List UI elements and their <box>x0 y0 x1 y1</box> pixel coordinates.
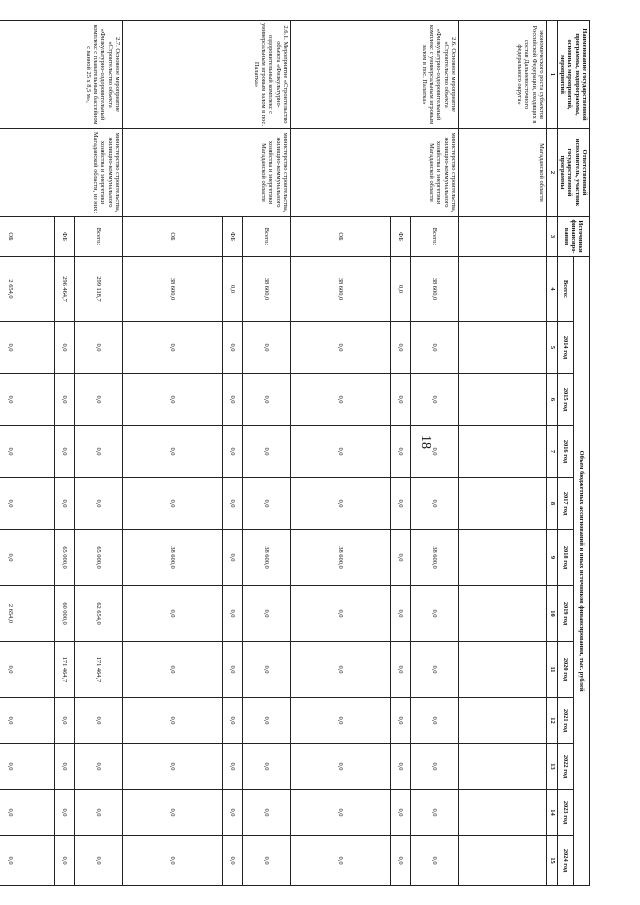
year-value-cell: 0,0 <box>391 586 411 642</box>
rotated-page <box>7 20 590 885</box>
total-value-cell: 38 600,0 <box>243 257 291 322</box>
financing-table <box>0 20 590 886</box>
table-body <box>0 21 547 886</box>
year-value-cell: 0,0 <box>243 790 291 836</box>
year-value-cell: 0,0 <box>391 836 411 886</box>
year-value-cell: 0,0 <box>0 698 55 744</box>
total-value-cell: 38 600,0 <box>123 257 223 322</box>
year-value-cell: 0,0 <box>55 698 75 744</box>
source-cell <box>459 217 547 257</box>
year-value-cell: 0,0 <box>0 374 55 426</box>
year-value-cell: 38 600,0 <box>291 530 391 586</box>
year-value-cell: 0,0 <box>55 478 75 530</box>
year-value-cell: 0,0 <box>223 744 243 790</box>
year-value-cell <box>459 586 547 642</box>
year-value-cell: 0,0 <box>391 530 411 586</box>
executor-cell: министерство строительства, жилищно-коммунального хозяйства и энергетики Магаданской области <box>291 129 459 217</box>
total-value-cell: 38 600,0 <box>411 257 459 322</box>
year-value-cell: 0,0 <box>291 374 391 426</box>
year-value-cell: 0,0 <box>223 790 243 836</box>
total-value-cell: 0,0 <box>223 257 243 322</box>
year-value-cell: 0,0 <box>291 586 391 642</box>
source-cell: ФБ <box>391 217 411 257</box>
year-value-cell: 0,0 <box>123 478 223 530</box>
program-name-cell: 2.6.1. Мероприятие «Строительство объекта «Физкультурно-оздоровительный комплекс с универсальным игровым залом в пос. Палатка» <box>123 21 291 129</box>
column-numbers-row <box>547 21 557 886</box>
year-value-cell: 0,0 <box>75 790 123 836</box>
year-value-cell: 2 654,0 <box>0 586 55 642</box>
year-value-cell: 0,0 <box>243 642 291 698</box>
year-value-cell: 0,0 <box>0 426 55 478</box>
year-value-cell: 0,0 <box>291 642 391 698</box>
year-value-cell: 0,0 <box>55 836 75 886</box>
year-value-cell: 0,0 <box>223 374 243 426</box>
year-value-cell: 0,0 <box>223 426 243 478</box>
header-year: 2016 год <box>557 426 573 478</box>
executor-cell: министерство строительства, жилищно-коммунального хозяйства и энергетики Магаданской области <box>123 129 291 217</box>
header-year: 2014 год <box>557 322 573 374</box>
source-cell: ФБ <box>223 217 243 257</box>
year-value-cell: 0,0 <box>0 836 55 886</box>
table-row <box>75 21 123 886</box>
year-value-cell: 0,0 <box>411 698 459 744</box>
total-value-cell: 299 118,7 <box>75 257 123 322</box>
year-value-cell: 0,0 <box>123 642 223 698</box>
year-value-cell: 0,0 <box>243 836 291 886</box>
year-value-cell: 0,0 <box>243 744 291 790</box>
year-value-cell: 0,0 <box>391 426 411 478</box>
year-value-cell: 0,0 <box>123 374 223 426</box>
year-value-cell: 0,0 <box>291 836 391 886</box>
year-value-cell: 0,0 <box>391 698 411 744</box>
year-value-cell: 0,0 <box>223 836 243 886</box>
source-cell: ОБ <box>291 217 391 257</box>
year-value-cell: 0,0 <box>411 836 459 886</box>
header-year: 2021 год <box>557 698 573 744</box>
source-cell: Всего: <box>243 217 291 257</box>
year-value-cell: 0,0 <box>223 530 243 586</box>
year-value-cell: 0,0 <box>411 586 459 642</box>
year-value-cell: 0,0 <box>291 426 391 478</box>
year-value-cell: 0,0 <box>123 322 223 374</box>
column-number: 4 <box>547 257 557 322</box>
source-cell: ФБ <box>55 217 75 257</box>
year-value-cell <box>459 642 547 698</box>
year-value-cell: 0,0 <box>123 836 223 886</box>
table-row <box>459 21 547 886</box>
year-value-cell: 0,0 <box>291 744 391 790</box>
executor-cell: Магаданской области <box>459 129 547 217</box>
column-number: 2 <box>547 129 557 217</box>
year-value-cell: 0,0 <box>411 790 459 836</box>
year-value-cell: 0,0 <box>75 744 123 790</box>
year-value-cell: 0,0 <box>411 642 459 698</box>
header-year: 2022 год <box>557 744 573 790</box>
year-value-cell: 0,0 <box>411 374 459 426</box>
year-value-cell: 0,0 <box>391 790 411 836</box>
executor-cell: министерство строительства, жилищно-коммунального хозяйства и энергетики Магаданской области, из них: <box>0 129 123 217</box>
header-year: 2020 год <box>557 642 573 698</box>
column-number: 6 <box>547 374 557 426</box>
column-number: 13 <box>547 744 557 790</box>
year-value-cell: 60 000,0 <box>55 586 75 642</box>
year-value-cell: 0,0 <box>411 322 459 374</box>
source-cell: Всего: <box>411 217 459 257</box>
year-value-cell: 0,0 <box>291 790 391 836</box>
year-value-cell: 0,0 <box>223 478 243 530</box>
column-number: 1 <box>547 21 557 129</box>
year-value-cell: 0,0 <box>75 374 123 426</box>
column-number: 14 <box>547 790 557 836</box>
year-value-cell: 0,0 <box>243 426 291 478</box>
year-value-cell: 0,0 <box>243 586 291 642</box>
year-value-cell: 0,0 <box>391 642 411 698</box>
header-year: 2019 год <box>557 586 573 642</box>
year-value-cell: 0,0 <box>223 586 243 642</box>
source-cell: ОБ <box>0 217 55 257</box>
year-value-cell: 0,0 <box>391 322 411 374</box>
header-year: 2015 год <box>557 374 573 426</box>
year-value-cell <box>459 836 547 886</box>
year-value-cell: 62 654,0 <box>75 586 123 642</box>
year-value-cell: 0,0 <box>291 322 391 374</box>
year-value-cell: 0,0 <box>223 642 243 698</box>
year-value-cell <box>459 530 547 586</box>
year-value-cell: 0,0 <box>391 374 411 426</box>
header-row <box>573 21 589 886</box>
year-value-cell: 0,0 <box>75 698 123 744</box>
total-value-cell: 2 654,0 <box>0 257 55 322</box>
year-value-cell: 0,0 <box>411 744 459 790</box>
year-value-cell <box>459 698 547 744</box>
year-value-cell: 0,0 <box>0 790 55 836</box>
year-value-cell: 0,0 <box>0 322 55 374</box>
page-number: 18 <box>418 435 433 449</box>
program-name-cell: 2.6. Основное мероприятие «Строительство объекта «Физкультурно-оздоровительный комплекс с универсальным игровым залом в пос. Палатка» <box>291 21 459 129</box>
column-number: 10 <box>547 586 557 642</box>
column-number: 11 <box>547 642 557 698</box>
year-value-cell: 65 000,0 <box>75 530 123 586</box>
year-value-cell: 0,0 <box>243 698 291 744</box>
year-value-cell: 0,0 <box>0 642 55 698</box>
year-value-cell: 171 464,7 <box>55 642 75 698</box>
program-name-cell: 2.7. Основное мероприятие «Строительство объекта «Физкультурно-оздоровительный комплекс с плавательным бассейном с ванной 25 х 8,5 м», <box>0 21 123 129</box>
year-value-cell: 0,0 <box>411 478 459 530</box>
year-value-cell: 171 464,7 <box>75 642 123 698</box>
year-value-cell: 0,0 <box>55 790 75 836</box>
total-value-cell: 38 600,0 <box>291 257 391 322</box>
year-value-cell: 0,0 <box>123 586 223 642</box>
year-value-cell: 0,0 <box>0 478 55 530</box>
source-cell: Всего: <box>75 217 123 257</box>
year-value-cell <box>459 790 547 836</box>
year-value-cell: 38 600,0 <box>411 530 459 586</box>
column-number: 7 <box>547 426 557 478</box>
year-value-cell: 0,0 <box>55 322 75 374</box>
year-value-cell: 0,0 <box>75 836 123 886</box>
table-row <box>411 21 459 886</box>
year-value-cell: 0,0 <box>75 478 123 530</box>
header-year: 2018 год <box>557 530 573 586</box>
total-value-cell: 296 464,7 <box>55 257 75 322</box>
table-row <box>243 21 291 886</box>
year-value-cell: 0,0 <box>411 426 459 478</box>
source-cell: ОБ <box>123 217 223 257</box>
total-value-cell <box>459 257 547 322</box>
column-number: 3 <box>547 217 557 257</box>
year-value-cell <box>459 426 547 478</box>
header-year: 2017 год <box>557 478 573 530</box>
column-number: 12 <box>547 698 557 744</box>
column-number: 8 <box>547 478 557 530</box>
header-source: Источники финансиро-вания <box>557 217 589 257</box>
header-financing-volume: Объем бюджетных ассигнований и иных источников финансирования, тыс. рублей <box>573 257 589 886</box>
header-total: Всего: <box>557 257 573 322</box>
year-value-cell: 38 600,0 <box>123 530 223 586</box>
year-value-cell: 0,0 <box>223 698 243 744</box>
header-program-name: Наименование государственной программы, подпрограммы, основных мероприятий, мероприятий <box>557 21 589 129</box>
year-value-cell: 0,0 <box>0 744 55 790</box>
column-number: 9 <box>547 530 557 586</box>
year-value-cell: 0,0 <box>223 322 243 374</box>
year-value-cell: 0,0 <box>123 744 223 790</box>
year-value-cell: 0,0 <box>123 426 223 478</box>
header-year: 2024 год <box>557 836 573 886</box>
year-value-cell: 0,0 <box>291 698 391 744</box>
header-executor: Ответственный исполнитель, участник государственной программы <box>557 129 589 217</box>
header-year: 2023 год <box>557 790 573 836</box>
year-value-cell: 0,0 <box>123 698 223 744</box>
year-value-cell <box>459 322 547 374</box>
year-value-cell: 0,0 <box>75 426 123 478</box>
year-value-cell: 0,0 <box>55 744 75 790</box>
year-value-cell: 0,0 <box>391 478 411 530</box>
year-value-cell <box>459 744 547 790</box>
year-value-cell: 65 000,0 <box>55 530 75 586</box>
column-number: 5 <box>547 322 557 374</box>
year-value-cell: 0,0 <box>243 322 291 374</box>
total-value-cell: 0,0 <box>391 257 411 322</box>
year-value-cell: 0,0 <box>55 426 75 478</box>
year-value-cell: 0,0 <box>0 530 55 586</box>
year-value-cell <box>459 374 547 426</box>
program-name-cell: экономического роста субъектов Российской Федерации, входящих в состав Дальневосточного федерального округа» <box>459 21 547 129</box>
year-value-cell <box>459 478 547 530</box>
year-value-cell: 0,0 <box>75 322 123 374</box>
year-value-cell: 0,0 <box>243 478 291 530</box>
year-value-cell: 0,0 <box>123 790 223 836</box>
column-number: 15 <box>547 836 557 886</box>
year-value-cell: 0,0 <box>391 744 411 790</box>
year-value-cell: 0,0 <box>291 478 391 530</box>
year-value-cell: 0,0 <box>55 374 75 426</box>
year-value-cell: 38 600,0 <box>243 530 291 586</box>
year-value-cell: 0,0 <box>243 374 291 426</box>
